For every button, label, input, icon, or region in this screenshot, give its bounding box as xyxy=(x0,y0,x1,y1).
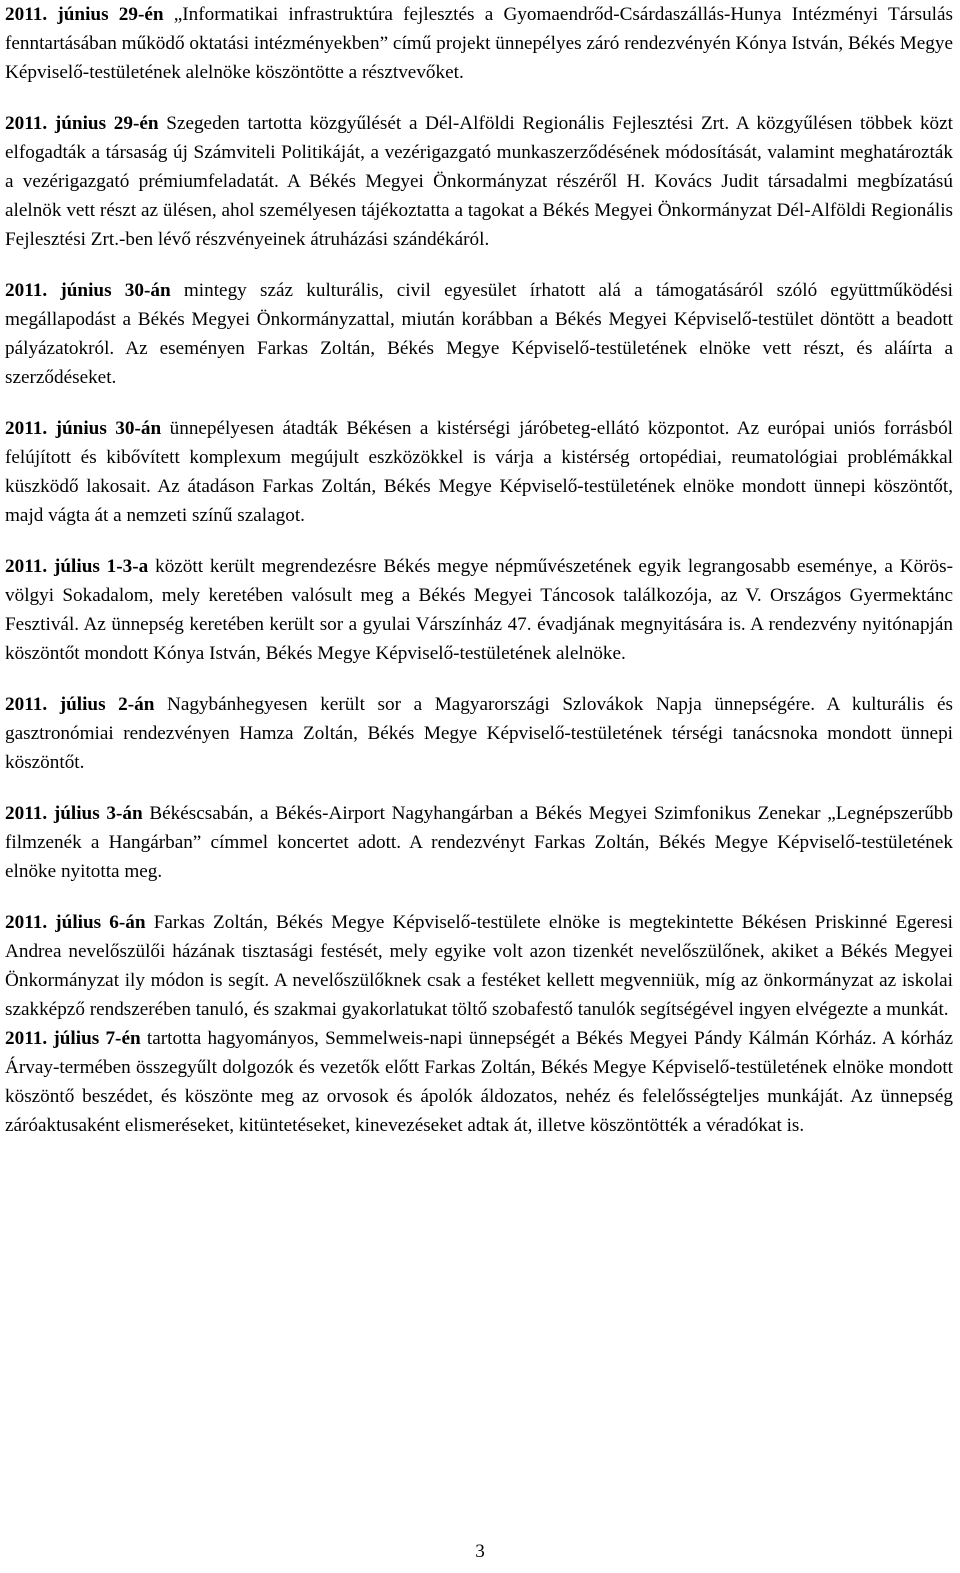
entry-text: ünnepélyesen átadták Békésen a kistérségi járóbeteg-ellátó központot. Az európai uniós forrásból felújított és kibővített komplexum megújult eszközökkel is várja a kistérség ortopédiai, reumatológiai problémákkal küszködő lakosait. Az átadáson Farkas Zoltán, Békés Megye Képviselő-testületének elnöke mondott ünnepi köszöntőt, majd vágta át a nemzeti színű szalagot. xyxy=(5,418,954,526)
entry-text: tartotta hagyományos, Semmelweis-napi ünnepségét a Békés Megyei Pándy Kálmán Kórház. A kórház Árvay-termében összegyűlt dolgozók és vezetők előtt Farkas Zoltán, Békés Megye Képviselő-testületének elnöke mondott köszöntő beszédet, és köszönte meg az orvosok és ápolók áldozatos, nehéz és felelősségteljes munkáját. Az ünnepség záróaktusaként elismeréseket, kitüntetéseket, kinevezéseket adtak át, illetve köszöntötték a véradókat is. xyxy=(5,1028,953,1136)
entry-date: 2011. július 3-án xyxy=(5,803,143,824)
news-entry xyxy=(5,690,953,777)
entry-date: 2011. június 29-én xyxy=(5,4,164,25)
page-number: 3 xyxy=(475,1541,485,1562)
entry-text: „Informatikai infrastruktúra fejlesztés a Gyomaendrőd-Csárdaszállás-Hunya Intézményi Társulás fenntartásában működő oktatási intézményekben” című projekt ünnepélyes záró rendezvényén Kónya István, Békés Megye Képviselő-testületének alelnöke köszöntötte a résztvevőket. xyxy=(5,4,954,83)
news-entry xyxy=(5,799,953,886)
news-entry xyxy=(5,414,953,530)
news-entry xyxy=(5,276,953,392)
news-entry xyxy=(5,908,953,1024)
entry-date: 2011. június 30-án xyxy=(5,418,162,439)
news-entry xyxy=(5,1024,953,1140)
entry-date: 2011. július 7-én xyxy=(5,1028,141,1049)
entry-text: Szegeden tartotta közgyűlését a Dél-Alföldi Regionális Fejlesztési Zrt. A közgyűlésen többek közt elfogadták a társaság új Számviteli Politikáját, a vezérigazgató munkaszerződésének módosítását, valamint meghatározták a vezérigazgató prémiumfeladatát. A Békés Megyei Önkormányzat részéről H. Kovács Judit társadalmi megbízatású alelnök vett részt az ülésen, ahol személyesen tájékoztatta a tagokat a Békés Megyei Önkormányzat Dél-Alföldi Regionális Fejlesztési Zrt.-ben lévő részvényeinek átruházási szándékáról. xyxy=(5,113,953,250)
entry-date: 2011. június 30-án xyxy=(5,280,171,301)
news-entry xyxy=(5,0,953,87)
entry-text: között került megrendezésre Békés megye népművészetének egyik legrangosabb eseménye, a Körös-völgyi Sokadalom, mely keretében valósult meg a Békés Megyei Táncosok találkozója, az V. Országos Gyermektánc Fesztivál. Az ünnepség keretében került sor a gyulai Várszínház 47. évadjának megnyitására is. A rendezvény nyitónapján köszöntőt mondott Kónya István, Békés Megye Képviselő-testületének alelnöke. xyxy=(5,556,953,664)
entry-text: mintegy száz kulturális, civil egyesület írhatott alá a támogatásáról szóló együttműködési megállapodást a Békés Megyei Önkormányzattal, miután korábban a Békés Megyei Képviselő-testület döntött a beadott pályázatokról. Az eseményen Farkas Zoltán, Békés Megye Képviselő-testületének elnöke vett részt, és aláírta a szerződéseket. xyxy=(5,280,954,388)
news-entry xyxy=(5,109,953,254)
news-entry xyxy=(5,552,953,668)
entry-text: Farkas Zoltán, Békés Megye Képviselő-testülete elnöke is megtekintette Békésen Priskinné Egeresi Andrea nevelőszülői házának tisztasági festését, mely egyike volt azon tizenkét nevelőszülőnek, akiket a Békés Megyei Önkormányzat ily módon is segít. A nevelőszülőknek csak a festéket kellett megvenniük, míg az önkormányzat az iskolai szakképző rendszerében tanuló, és szakmai gyakorlatukat töltő szobafestő tanulók segítségével ingyen elvégezte a munkát. xyxy=(5,912,953,1020)
entry-date: 2011. július 2-án xyxy=(5,694,155,715)
entry-text: Nagybánhegyesen került sor a Magyarországi Szlovákok Napja ünnepségére. A kulturális és gasztronómiai rendezvényen Hamza Zoltán, Békés Megye Képviselő-testületének térségi tanácsnoka mondott ünnepi köszöntőt. xyxy=(5,694,953,773)
entry-date: 2011. július 6-án xyxy=(5,912,146,933)
entry-text: Békéscsabán, a Békés-Airport Nagyhangárban a Békés Megyei Szimfonikus Zenekar „Legnépszerűbb filmzenék a Hangárban” címmel koncertet adott. A rendezvényt Farkas Zoltán, Békés Megye Képviselő-testületének elnöke nyitotta meg. xyxy=(5,803,953,882)
entry-date: 2011. június 29-én xyxy=(5,113,159,134)
entry-date: 2011. július 1-3-a xyxy=(5,556,149,577)
document-page xyxy=(5,0,953,1162)
